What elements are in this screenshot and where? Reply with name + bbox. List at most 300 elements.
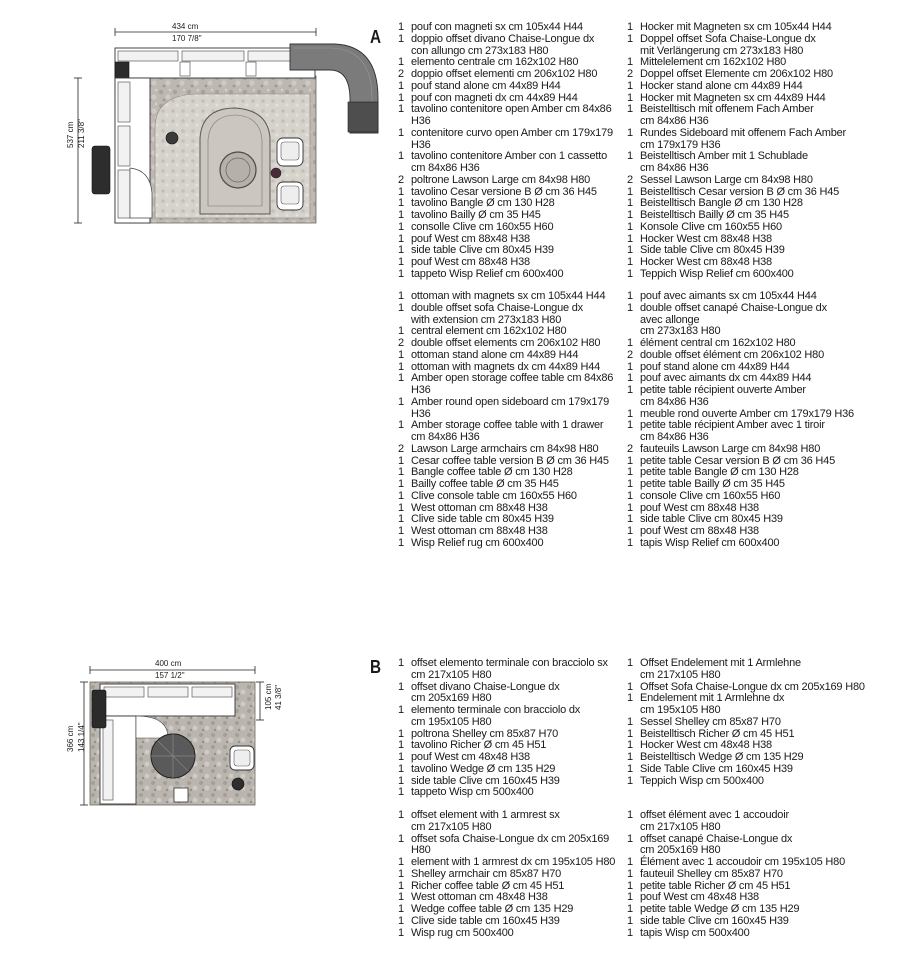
list-item xyxy=(627,291,877,303)
item-description: Beistelltisch mit offenem Fach Amber cm 84x86 H36 xyxy=(640,103,814,127)
list-item xyxy=(627,658,877,682)
item-quantity: 1 xyxy=(627,337,633,349)
item-quantity: 1 xyxy=(398,150,404,163)
item-description: ottoman stand alone cm 44x89 H44 xyxy=(411,348,579,361)
item-quantity: 1 xyxy=(398,513,404,526)
list-item xyxy=(398,303,623,327)
list-item xyxy=(627,222,877,234)
item-quantity: 1 xyxy=(398,244,404,257)
item-description: pouf West cm 88x48 H38 xyxy=(640,525,759,537)
item-description: side table Clive cm 160x45 H39 xyxy=(411,774,560,787)
list-item xyxy=(398,682,623,706)
item-description: tavolino contenitore open Amber cm 84x86 H36 xyxy=(411,103,612,127)
item-description: fauteuil Shelley cm 85x87 H70 xyxy=(640,867,783,880)
list-item xyxy=(398,479,623,491)
item-description: Bailly coffee table Ø cm 35 H45 xyxy=(411,478,559,490)
list-item xyxy=(398,752,623,764)
item-description: West ottoman cm 88x48 H38 xyxy=(411,501,548,514)
list-item xyxy=(398,658,623,682)
list-item xyxy=(398,444,623,456)
item-description: petite table Wedge Ø cm 135 H29 xyxy=(640,903,800,915)
item-description: offset élément avec 1 accoudoir cm 217x105 H80 xyxy=(640,809,789,833)
item-quantity: 2 xyxy=(627,173,633,186)
list-item xyxy=(398,269,623,281)
item-quantity: 1 xyxy=(398,762,404,775)
list-item xyxy=(627,717,877,729)
item-description: pouf avec aimants sx cm 105x44 H44 xyxy=(640,290,817,302)
item-description: Doppel offset Elemente cm 206x102 H80 xyxy=(640,68,833,80)
item-description: tapis Wisp Relief cm 600x400 xyxy=(640,536,780,549)
pouf-b xyxy=(174,788,188,802)
list-item xyxy=(627,479,877,491)
list-item xyxy=(398,128,623,152)
item-description: élément central cm 162x102 H80 xyxy=(640,337,796,349)
item-quantity: 1 xyxy=(627,536,633,549)
item-quantity: 1 xyxy=(398,657,404,669)
item-description: consolle Clive cm 160x55 H60 xyxy=(411,220,554,233)
list-item xyxy=(398,34,623,58)
item-description: fauteuils Lawson Large cm 84x98 H80 xyxy=(640,442,821,455)
list-item xyxy=(627,151,877,175)
item-description: tavolino contenitore Amber con 1 cassetto cm 84x86 H36 xyxy=(411,150,608,174)
list-item xyxy=(627,538,877,550)
item-description: elemento terminale con bracciolo dx cm 195x105 H80 xyxy=(411,704,581,728)
item-quantity: 1 xyxy=(627,762,633,775)
list-item xyxy=(627,175,877,187)
item-description: central element cm 162x102 H80 xyxy=(411,325,567,338)
list-item xyxy=(627,257,877,269)
list-item xyxy=(398,764,623,776)
list-item xyxy=(398,222,623,234)
item-quantity: 1 xyxy=(627,290,633,302)
item-quantity: 1 xyxy=(398,466,404,479)
item-quantity: 1 xyxy=(627,914,633,927)
item-quantity: 1 xyxy=(398,360,404,373)
list-item xyxy=(398,22,623,34)
item-quantity: 1 xyxy=(627,56,633,69)
height-in-b: 143 1/4" xyxy=(77,722,86,752)
list-item xyxy=(627,869,877,881)
item-quantity: 2 xyxy=(398,337,404,349)
list-item xyxy=(398,538,623,550)
list-item xyxy=(627,928,877,940)
item-description: offset element with 1 armrest sx cm 217x105 H80 xyxy=(411,809,560,833)
item-description: tavolino Wedge Ø cm 135 H29 xyxy=(411,762,556,775)
width-cm-a: 434 cm xyxy=(172,22,199,31)
list-a-german xyxy=(627,22,877,281)
item-description: Konsole Clive cm 160x55 H60 xyxy=(640,220,782,233)
item-description: petite table récipient ouverte Amber cm 84x86 H36 xyxy=(640,384,806,408)
list-item xyxy=(627,776,877,788)
item-quantity: 1 xyxy=(627,91,633,104)
list-item xyxy=(627,22,877,34)
item-description: tappeto Wisp cm 500x400 xyxy=(411,786,534,799)
floor-plan-a xyxy=(60,18,380,228)
item-quantity: 1 xyxy=(627,384,633,396)
item-quantity: 1 xyxy=(627,867,633,880)
item-quantity: 1 xyxy=(627,407,633,420)
item-description: ottoman with magnets dx cm 44x89 H44 xyxy=(411,360,601,373)
width-in-a: 170 7/8" xyxy=(172,34,202,43)
section-b-letter: B xyxy=(370,657,382,677)
item-quantity: 1 xyxy=(398,290,404,302)
bailly-table-a xyxy=(271,168,281,178)
list-item xyxy=(398,69,623,81)
list-item xyxy=(627,420,877,444)
item-description: offset sofa Chaise-Longue dx cm 205x169 H80 xyxy=(411,832,610,857)
depth-in-b: 41 3/8" xyxy=(274,684,283,710)
list-item xyxy=(627,904,877,916)
list-b-french xyxy=(627,810,877,939)
list-item xyxy=(398,338,623,350)
item-description: petite table Richer Ø cm 45 H51 xyxy=(640,879,791,892)
item-description: pouf avec aimants dx cm 44x89 H44 xyxy=(640,372,812,385)
item-quantity: 1 xyxy=(627,232,633,245)
item-description: tappeto Wisp Relief cm 600x400 xyxy=(411,267,564,280)
list-item xyxy=(627,444,877,456)
item-quantity: 1 xyxy=(627,185,633,198)
item-description: offset canapé Chaise-Longue dx cm 205x169 H80 xyxy=(640,832,793,857)
item-quantity: 1 xyxy=(398,867,404,880)
item-quantity: 2 xyxy=(627,68,633,80)
item-quantity: 1 xyxy=(398,419,404,432)
list-a-italian xyxy=(398,22,623,281)
item-quantity: 1 xyxy=(627,739,633,752)
item-quantity: 1 xyxy=(398,348,404,361)
item-quantity: 1 xyxy=(398,891,404,904)
item-quantity: 1 xyxy=(398,680,404,693)
item-description: Clive side table cm 160x45 H39 xyxy=(411,914,560,927)
item-quantity: 1 xyxy=(627,209,633,221)
list-item xyxy=(627,303,877,338)
list-item xyxy=(627,34,877,58)
list-b-italian xyxy=(398,658,623,799)
list-item xyxy=(627,752,877,764)
list-item xyxy=(627,491,877,503)
item-quantity: 1 xyxy=(398,32,404,45)
item-quantity: 2 xyxy=(627,442,633,455)
item-description: elemento centrale cm 162x102 H80 xyxy=(411,56,579,69)
item-quantity: 1 xyxy=(627,244,633,257)
list-item xyxy=(398,491,623,503)
item-quantity: 1 xyxy=(398,786,404,799)
list-item xyxy=(398,397,623,421)
item-quantity: 1 xyxy=(627,150,633,163)
item-quantity: 1 xyxy=(627,832,633,845)
list-item xyxy=(398,81,623,93)
item-quantity: 1 xyxy=(398,185,404,198)
item-description: pouf West cm 88x48 H38 xyxy=(411,256,530,268)
item-quantity: 1 xyxy=(398,739,404,752)
list-item xyxy=(627,834,877,858)
item-quantity: 1 xyxy=(398,197,404,210)
item-quantity: 1 xyxy=(627,501,633,514)
item-description: petite table récipient Amber avec 1 tiroir cm 84x86 H36 xyxy=(640,419,825,443)
item-description: double offset elements cm 206x102 H80 xyxy=(411,337,601,349)
item-quantity: 1 xyxy=(627,525,633,537)
list-item xyxy=(398,373,623,397)
item-quantity: 1 xyxy=(627,809,633,821)
item-quantity: 1 xyxy=(627,32,633,45)
item-quantity: 1 xyxy=(627,21,633,33)
item-description: double offset sofa Chaise-Longue dx with extension cm 273x183 H80 xyxy=(411,301,583,326)
list-item xyxy=(627,210,877,222)
item-description: Amber storage coffee table with 1 drawer cm 84x86 H36 xyxy=(411,419,604,443)
item-description: ottoman with magnets sx cm 105x44 H44 xyxy=(411,290,606,302)
list-item xyxy=(398,104,623,128)
width-cm-b: 400 cm xyxy=(155,659,182,668)
item-description: meuble rond ouverte Amber cm 179x179 H36 xyxy=(640,407,854,420)
item-quantity: 1 xyxy=(627,478,633,490)
richer-table-b xyxy=(232,778,244,790)
section-a-letter: A xyxy=(370,27,382,47)
item-quantity: 2 xyxy=(398,442,404,455)
list-item xyxy=(398,834,623,858)
item-quantity: 1 xyxy=(398,774,404,787)
item-description: element with 1 armrest dx cm 195x105 H80 xyxy=(411,856,616,868)
item-description: Élément avec 1 accoudoir cm 195x105 H80 xyxy=(640,856,845,868)
item-description: Teppich Wisp Relief cm 600x400 xyxy=(640,267,794,280)
item-quantity: 1 xyxy=(627,692,633,705)
item-description: pouf West cm 48x48 H38 xyxy=(411,751,530,763)
item-quantity: 1 xyxy=(627,513,633,526)
item-description: Cesar coffee table version B Ø cm 36 H45 xyxy=(411,454,609,467)
item-quantity: 1 xyxy=(398,325,404,338)
item-description: tavolino Bangle Ø cm 130 H28 xyxy=(411,197,555,210)
list-item xyxy=(627,857,877,869)
item-description: pouf West cm 88x48 H38 xyxy=(640,501,759,514)
list-item xyxy=(398,810,623,834)
item-quantity: 1 xyxy=(398,704,404,716)
item-quantity: 1 xyxy=(627,360,633,373)
list-item xyxy=(627,338,877,350)
item-description: contenitore curvo open Amber cm 179x179 H36 xyxy=(411,126,613,151)
item-description: console Clive cm 160x55 H60 xyxy=(640,489,781,502)
item-quantity: 1 xyxy=(398,256,404,268)
item-description: double offset canapé Chaise-Longue dx avec allonge cm 273x183 H80 xyxy=(640,301,827,338)
item-quantity: 1 xyxy=(627,126,633,139)
item-description: Hocker West cm 88x48 H38 xyxy=(640,232,772,245)
item-description: Bangle coffee table Ø cm 130 H28 xyxy=(411,466,573,479)
list-item xyxy=(398,257,623,269)
item-quantity: 1 xyxy=(627,774,633,787)
item-quantity: 1 xyxy=(627,856,633,868)
item-description: Shelley armchair cm 85x87 H70 xyxy=(411,867,562,880)
list-item xyxy=(627,81,877,93)
item-description: tavolino Richer Ø cm 45 H51 xyxy=(411,739,547,752)
item-description: petite table Bangle Ø cm 130 H28 xyxy=(640,466,799,479)
item-description: Beistelltisch Wedge Ø cm 135 H29 xyxy=(640,751,804,763)
list-item xyxy=(398,916,623,928)
list-item xyxy=(398,175,623,187)
item-description: tavolino Cesar versione B Ø cm 36 H45 xyxy=(411,185,597,198)
item-quantity: 1 xyxy=(398,232,404,245)
item-quantity: 1 xyxy=(398,489,404,502)
list-item xyxy=(398,705,623,729)
item-quantity: 1 xyxy=(398,751,404,763)
item-quantity: 1 xyxy=(627,103,633,116)
item-description: Beistelltisch Bailly Ø cm 35 H45 xyxy=(640,209,789,221)
item-quantity: 1 xyxy=(627,220,633,233)
list-item xyxy=(627,916,877,928)
floor-plan-b xyxy=(78,660,298,810)
item-quantity: 1 xyxy=(627,680,633,693)
list-item xyxy=(627,693,877,717)
list-item xyxy=(398,210,623,222)
list-b-german xyxy=(627,658,877,787)
item-description: tapis Wisp cm 500x400 xyxy=(640,926,750,939)
item-description: Hocker West cm 48x48 H38 xyxy=(640,739,772,752)
list-item xyxy=(398,151,623,175)
item-quantity: 1 xyxy=(398,372,404,385)
item-description: Sessel Shelley cm 85x87 H70 xyxy=(640,715,781,728)
item-description: side table Clive cm 160x45 H39 xyxy=(640,914,789,927)
list-item xyxy=(398,904,623,916)
item-quantity: 1 xyxy=(627,715,633,728)
item-description: Wisp rug cm 500x400 xyxy=(411,926,514,939)
item-quantity: 1 xyxy=(627,926,633,939)
list-a-french xyxy=(627,291,877,550)
item-description: Offset Endelement mit 1 Armlehne cm 217x105 H80 xyxy=(640,657,801,681)
item-quantity: 1 xyxy=(627,466,633,479)
item-description: Hocker West cm 88x48 H38 xyxy=(640,256,772,268)
console-a xyxy=(92,146,110,194)
item-quantity: 1 xyxy=(398,478,404,490)
list-item xyxy=(398,857,623,869)
item-description: Hocker stand alone cm 44x89 H44 xyxy=(640,79,803,92)
item-quantity: 1 xyxy=(398,727,404,740)
item-description: Beistelltisch Amber mit 1 Schublade cm 84x86 H36 xyxy=(640,150,808,174)
item-description: Beistelltisch Bangle Ø cm 130 H28 xyxy=(640,197,803,210)
item-description: Richer coffee table Ø cm 45 H51 xyxy=(411,879,565,892)
item-description: West ottoman cm 48x48 H38 xyxy=(411,891,548,904)
item-description: double offset élément cm 206x102 H80 xyxy=(640,348,825,361)
item-quantity: 1 xyxy=(398,220,404,233)
item-quantity: 1 xyxy=(627,657,633,669)
item-quantity: 1 xyxy=(398,809,404,821)
item-description: Amber round open sideboard cm 179x179 H36 xyxy=(411,395,610,420)
list-item xyxy=(398,291,623,303)
item-quantity: 1 xyxy=(398,395,404,408)
item-quantity: 1 xyxy=(398,879,404,892)
list-item xyxy=(627,269,877,281)
console-b xyxy=(92,690,106,728)
item-quantity: 1 xyxy=(398,209,404,221)
item-quantity: 2 xyxy=(398,68,404,80)
item-description: Doppel offset Sofa Chaise-Longue dx mit Verlängerung cm 273x183 H80 xyxy=(640,32,816,57)
item-description: tavolino Bailly Ø cm 35 H45 xyxy=(411,209,541,221)
item-description: Sessel Lawson Large cm 84x98 H80 xyxy=(640,173,813,186)
depth-cm-b: 105 cm xyxy=(264,683,273,710)
item-quantity: 1 xyxy=(398,126,404,139)
item-quantity: 1 xyxy=(398,903,404,915)
item-quantity: 1 xyxy=(398,79,404,92)
item-quantity: 1 xyxy=(627,197,633,210)
item-quantity: 1 xyxy=(398,914,404,927)
item-quantity: 2 xyxy=(398,173,404,186)
item-description: Beistelltisch Richer Ø cm 45 H51 xyxy=(640,727,795,740)
item-description: Beistelltisch Cesar version B Ø cm 36 H45 xyxy=(640,185,840,198)
item-quantity: 1 xyxy=(627,903,633,915)
item-quantity: 1 xyxy=(398,91,404,104)
item-description: offset divano Chaise-Longue dx cm 205x169 H80 xyxy=(411,680,560,705)
item-description: pouf stand alone cm 44x89 H44 xyxy=(640,360,790,373)
width-in-b: 157 1/2" xyxy=(155,671,185,680)
item-description: Teppich Wisp cm 500x400 xyxy=(640,774,764,787)
item-description: Offset Sofa Chaise-Longue dx cm 205x169 H80 xyxy=(640,680,865,693)
list-item xyxy=(627,350,877,362)
item-description: Rundes Sideboard mit offenem Fach Amber cm 179x179 H36 xyxy=(640,126,847,151)
list-item xyxy=(398,928,623,940)
item-description: Side table Clive cm 80x45 H39 xyxy=(640,244,785,257)
item-description: doppio offset divano Chaise-Longue dx con allungo cm 273x183 H80 xyxy=(411,32,595,57)
item-quantity: 1 xyxy=(627,79,633,92)
item-description: pouf stand alone cm 44x89 H44 xyxy=(411,79,561,92)
item-quantity: 1 xyxy=(627,372,633,385)
item-quantity: 1 xyxy=(398,103,404,116)
list-item xyxy=(627,526,877,538)
item-quantity: 1 xyxy=(398,56,404,69)
item-quantity: 1 xyxy=(627,301,633,314)
list-item xyxy=(398,420,623,444)
list-item xyxy=(398,869,623,881)
bangle-coffee-table-a xyxy=(220,152,256,188)
item-quantity: 1 xyxy=(398,856,404,868)
item-quantity: 1 xyxy=(398,832,404,845)
item-description: pouf West cm 88x48 H38 xyxy=(411,232,530,245)
item-quantity: 1 xyxy=(398,267,404,280)
item-description: petite table Bailly Ø cm 35 H45 xyxy=(640,478,785,490)
item-quantity: 1 xyxy=(398,454,404,467)
item-quantity: 1 xyxy=(398,525,404,537)
item-quantity: 1 xyxy=(627,879,633,892)
list-item xyxy=(627,104,877,128)
item-description: doppio offset elementi cm 206x102 H80 xyxy=(411,68,598,80)
item-description: pouf West cm 48x48 H38 xyxy=(640,891,759,904)
item-quantity: 1 xyxy=(627,256,633,268)
item-description: poltrona Shelley cm 85x87 H70 xyxy=(411,727,559,740)
item-description: Hocker mit Magneten sx cm 105x44 H44 xyxy=(640,21,832,33)
list-item xyxy=(398,787,623,799)
item-quantity: 1 xyxy=(627,419,633,432)
list-item xyxy=(627,810,877,834)
item-description: side table Clive cm 80x45 H39 xyxy=(640,513,783,526)
list-a-english xyxy=(398,291,623,550)
item-description: offset elemento terminale con bracciolo sx cm 217x105 H80 xyxy=(411,657,608,681)
item-description: side table Clive cm 80x45 H39 xyxy=(411,244,554,257)
item-description: Lawson Large armchairs cm 84x98 H80 xyxy=(411,442,599,455)
item-description: Clive console table cm 160x55 H60 xyxy=(411,489,577,502)
item-description: Wedge coffee table Ø cm 135 H29 xyxy=(411,903,574,915)
item-quantity: 1 xyxy=(398,501,404,514)
item-description: Wisp Relief rug cm 600x400 xyxy=(411,536,544,549)
item-description: poltrone Lawson Large cm 84x98 H80 xyxy=(411,173,591,186)
item-description: Hocker mit Magneten sx cm 44x89 H44 xyxy=(640,91,826,104)
item-description: petite table Cesar version B Ø cm 36 H45 xyxy=(640,454,835,467)
item-description: West ottoman cm 88x48 H38 xyxy=(411,525,548,537)
list-item xyxy=(398,526,623,538)
list-b-english xyxy=(398,810,623,939)
item-quantity: 1 xyxy=(627,751,633,763)
cesar-table-a xyxy=(166,132,178,144)
item-quantity: 1 xyxy=(398,21,404,33)
item-quantity: 1 xyxy=(627,727,633,740)
list-item xyxy=(627,385,877,409)
item-description: Side Table Clive cm 160x45 H39 xyxy=(640,762,793,775)
list-item xyxy=(627,69,877,81)
item-description: Clive side table cm 80x45 H39 xyxy=(411,513,554,526)
item-description: Endelement mit 1 Armlehne dx cm 195x105 H80 xyxy=(640,692,785,716)
